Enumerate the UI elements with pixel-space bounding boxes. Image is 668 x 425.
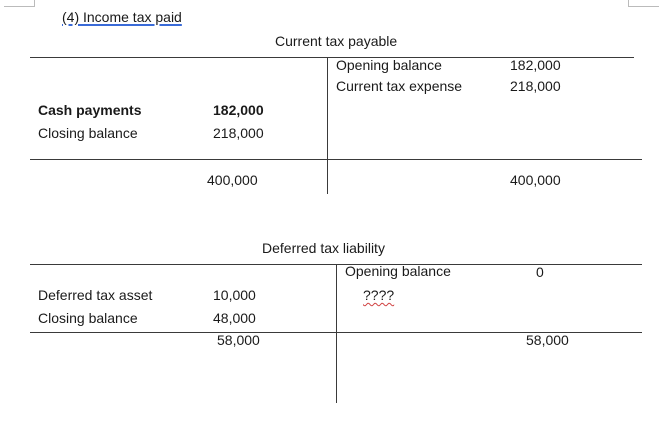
debit-total: 400,000 (207, 172, 258, 188)
credit-entry-amount: 0 (536, 264, 544, 280)
credit-total: 58,000 (526, 332, 569, 348)
page-corner-mark-left (4, 0, 35, 7)
debit-entry-label: Cash payments (38, 102, 142, 118)
credit-entry-label: Opening balance (345, 263, 451, 279)
account-title: Deferred tax liability (262, 240, 385, 256)
credit-total: 400,000 (510, 172, 561, 188)
debit-entry-amount: 10,000 (213, 287, 256, 303)
page-corner-mark-right (628, 0, 659, 7)
account-center-rule (336, 264, 337, 403)
debit-entry-label: Closing balance (38, 125, 138, 141)
credit-entry-label: Opening balance (336, 57, 442, 73)
credit-entry-amount: 218,000 (510, 78, 561, 94)
debit-entry-amount: 182,000 (213, 102, 264, 118)
debit-entry-label: Closing balance (38, 310, 138, 326)
credit-entry-label: Current tax expense (336, 78, 463, 94)
credit-entry-amount: 182,000 (510, 57, 561, 73)
account-center-rule (327, 57, 328, 194)
debit-total: 58,000 (217, 332, 260, 348)
debit-entry-amount: 48,000 (213, 310, 256, 326)
account-total-rule (30, 159, 642, 160)
credit-entry-unknown: ???? (363, 287, 395, 303)
account-title: Current tax payable (275, 33, 398, 49)
section-heading (62, 9, 182, 25)
heading-text: (4) Income tax paid (62, 9, 182, 25)
debit-entry-amount: 218,000 (213, 125, 264, 141)
debit-entry-label: Deferred tax asset (38, 287, 153, 303)
